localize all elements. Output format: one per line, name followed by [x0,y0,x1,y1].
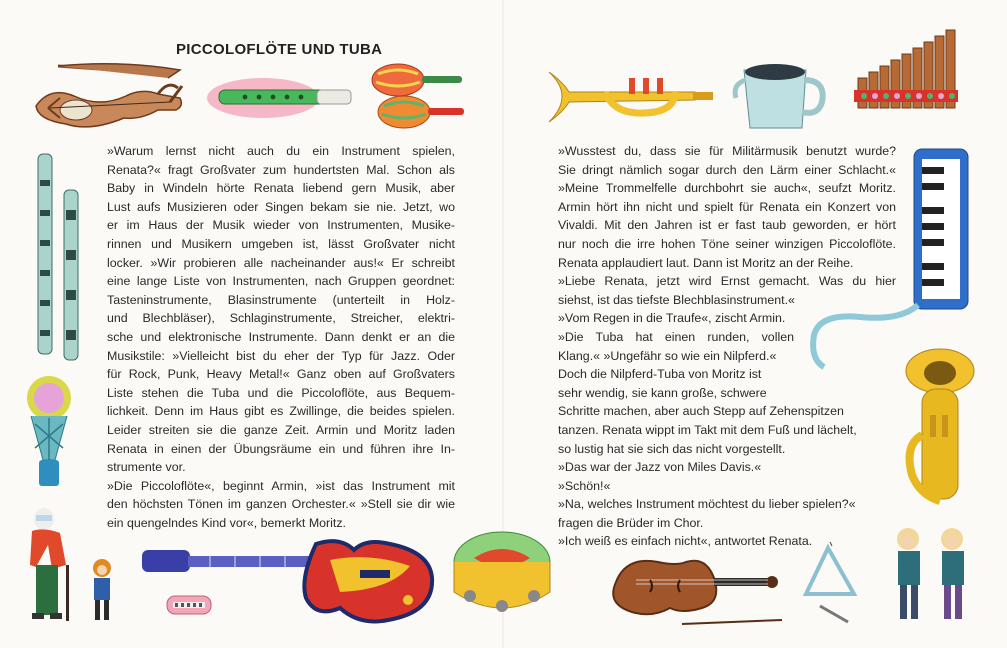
twin-brothers-icon [888,525,978,625]
recorder-icon [205,70,355,122]
violin-icon [596,542,786,632]
text-line: so lustig hat sie sich das nicht vorgestellt. [558,441,786,456]
maracas-icon [368,60,468,132]
text-line: er im Haus der Musik wieder von Instrumenten, Musike- [107,218,455,233]
text-line: »Vom Regen in die Traufe«, zischt Armin. [558,311,786,326]
text-line: sehr wendig, sie kann große, schwere [558,385,767,400]
text-line: »Meine Trommelfelle durchbohrt sie auch«, seufzt Moritz. [558,181,896,196]
text-line: lichkeit. Denn im Haus gibt es Zwillinge, die beides spielen. [107,404,455,419]
text-line: »Die Tuba hat einen runden, vollen [558,329,794,344]
flute-icon [30,150,90,365]
text-line: Renata?« fragt Großvater zum hundertsten Mal. Schon als [107,162,455,177]
text-line: »Ich weiß es einfach nicht«, antwortet Renata. [558,534,813,549]
text-line: »Die Piccoloflöte«, beginnt Armin, »ist das Instrument mit [107,478,455,493]
text-line: sche und elektronische Instrumente. Dann denkt er an die [107,329,455,344]
left-page [0,0,503,648]
harmonica-icon [165,592,213,618]
right-page-body-text [558,142,896,551]
text-line: den höchsten Tönen im ganzen Orchester.« »Stell sie dir wie [107,497,455,512]
pan-flute-icon [852,28,960,118]
teapot-icon [730,50,830,134]
text-line: nur noch die irre hohen Töne seiner winzigen Piccoloflöte. [558,236,896,251]
text-line: »Na, welches Instrument möchtest du lieber spielen?« [558,497,856,512]
left-page-body-text [107,142,455,532]
text-line: Renata in einen der Übungsräume ein und führen ihre In- [107,441,455,456]
tambourine-icon [450,528,554,623]
text-line: für Rock, Punk, Heavy Metal!« Ganz oben auf Großvaters [107,367,455,382]
text-line: ein quengelndes Kind vor«, bemerkt Moritz. [107,515,346,530]
text-line: rinnen und Musikern umgeben ist, lässt Großvater nicht [107,236,455,251]
hand-drum-icon [25,372,73,490]
text-line: »Schön!« [558,478,611,493]
text-line: fragen die Brüder im Chor. [558,515,704,530]
text-line: strumente vor. [107,460,186,475]
text-line: Schritte machen, aber auch Stepp auf Zehenspitzen [558,404,844,419]
text-line: Vivaldi. Mit den Jahren ist er fast taub geworden, er hört [558,218,896,233]
text-line: Klang.« »Ungefähr so wie ein Nilpferd.« [558,348,777,363]
text-line: eine lange Liste von Instrumenten, nach Gruppen geordnet: [107,274,455,289]
text-line: »Liebe Renata, jetzt wird Ernst gemacht. Was du hier [558,274,896,289]
text-line: Doch die Nilpferd-Tuba von Moritz ist [558,367,762,382]
text-line: »Wusstest du, dass sie für Militärmusik benutzt wurde? [558,144,896,158]
tuba-icon [900,345,980,515]
text-line: Baby in Windeln hörte Renata liebend gern Musik, aber [107,181,455,196]
text-line: Lust aufs Musizieren oder Singen bekam sie nie. Jetzt, wo [107,199,455,214]
triangle-icon [800,542,860,626]
text-line: Leider streiten sie die ganze Zeit. Armin und Moritz laden [107,422,455,437]
text-line: »Warum lernst nicht auch du ein Instrument spielen, [107,144,455,158]
text-line: siehst, ist das tiefste Blechblasinstrument.« [558,292,795,307]
trumpet-icon [545,62,725,132]
bowed-string-instrument-icon [30,58,190,138]
chapter-heading: PICCOLOFLÖTE UND TUBA [176,41,383,58]
text-line: Tasteninstrumente, Blasinstrumente (unterteilt in Holz- [107,292,455,307]
text-line: Sie dringt nämlich sogar durch den Lärm einer Schlacht.« [558,162,896,177]
text-line: Armin hört ihn nicht und spielt für Renata ein Konzert von [558,199,896,214]
text-line: Renata applaudiert laut. Dann ist Moritz an der Reihe. [558,255,854,270]
old-man-with-cane-icon [22,505,84,623]
text-line: Musikstile: »Vielleicht bist du eher der Typ für Jazz. Oder [107,348,455,363]
text-line: Liste stehen die Tuba und die Piccoloflöte, aus Bequem- [107,385,455,400]
text-line: und Blechbläser), Schlaginstrumente, Streicher, elektri- [107,311,455,326]
text-line: tanzen. Renata wippt im Takt mit dem Fuß und lächelt, [558,422,857,437]
text-line: »Das war der Jazz von Miles Davis.« [558,460,762,475]
text-line: locker. »Wir probieren alle nacheinander aus!« Er schreibt [107,255,455,270]
small-person-icon [88,558,116,622]
